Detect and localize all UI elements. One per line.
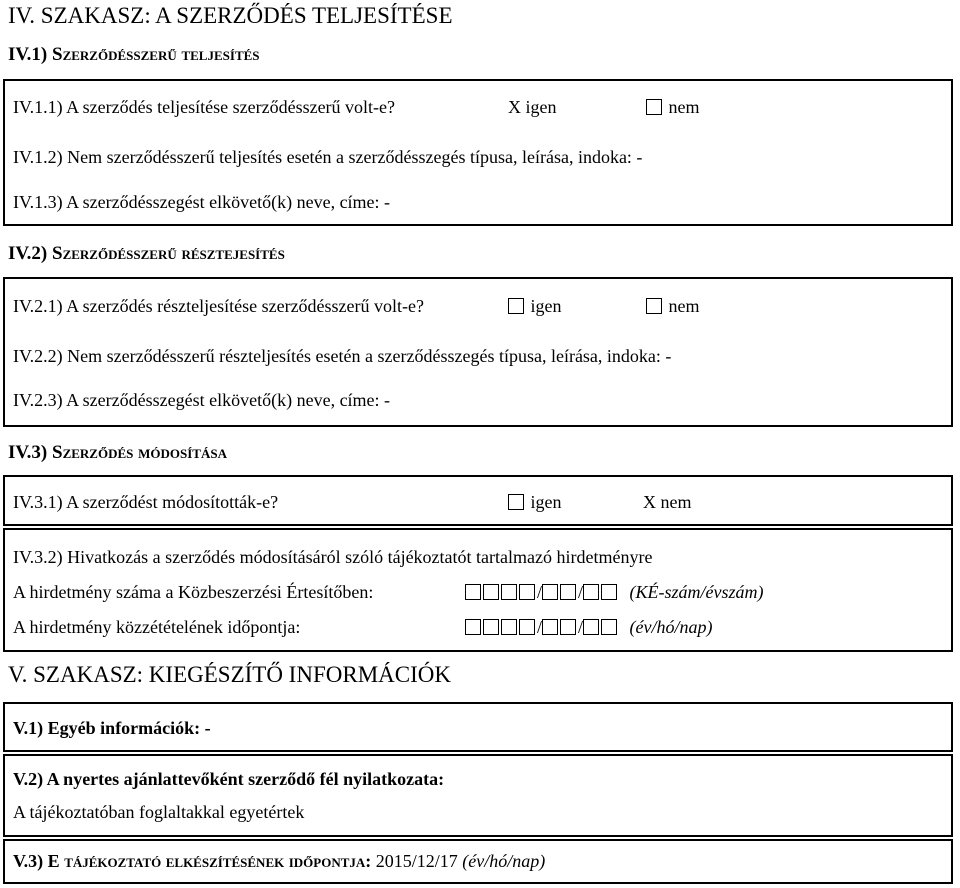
iv11-no-checkbox[interactable] (646, 99, 662, 115)
iv21-yes-checkbox[interactable] (508, 298, 524, 314)
iv12-question: IV.1.2) Nem szerződésszerű teljesítés esetén a szerződésszegés típusa, leírása, indoka: - (13, 147, 643, 167)
section-5-title: V. SZAKASZ: KIEGÉSZÍTŐ INFORMÁCIÓK (8, 662, 451, 687)
digit-box[interactable] (465, 619, 481, 635)
separator: / (537, 582, 543, 602)
iv2-box (3, 277, 953, 427)
iv31-box (3, 475, 953, 526)
digit-box[interactable] (601, 584, 617, 600)
notice-number-label: A hirdetmény száma a Közbeszerzési Értesítőben: (13, 582, 374, 602)
digit-box[interactable] (583, 584, 599, 600)
publication-date-input[interactable] (465, 617, 713, 638)
iv11-no-label: nem (668, 97, 700, 117)
v3-prefix: V.3) E (13, 851, 60, 871)
digit-box[interactable] (560, 619, 576, 635)
iv31-question: IV.3.1) A szerződést módosították-e? (13, 492, 279, 512)
iv11-yes-label: igen (525, 97, 557, 117)
iv3-number: IV.3) (8, 442, 48, 463)
iv21-yes-option[interactable] (508, 296, 562, 317)
digit-box[interactable] (560, 584, 576, 600)
digit-box[interactable] (601, 619, 617, 635)
v1-box (3, 702, 953, 752)
iv31-no-checkmark: X (643, 492, 656, 512)
iv11-no-option[interactable] (646, 97, 700, 118)
iv21-no-label: nem (668, 296, 700, 316)
iv1-box (3, 79, 953, 226)
digit-box[interactable] (483, 619, 499, 635)
digit-box[interactable] (542, 584, 558, 600)
iv13-question: IV.1.3) A szerződésszegést elkövető(k) neve, címe: - (13, 192, 391, 212)
iv3-heading (8, 442, 227, 464)
iv22-question: IV.2.2) Nem szerződésszerű részteljesítés esetén a szerződésszegés típusa, leírása, indoka: - (13, 346, 672, 366)
iv2-number: IV.2) (8, 243, 48, 264)
iv11-question (13, 97, 395, 118)
iv31-no-label: nem (660, 492, 692, 512)
v2-label: V.2) A nyertes ajánlattevőként szerződő fél nyilatkozata: (13, 769, 445, 789)
publication-date-label: A hirdetmény közzétételének időpontja: (13, 617, 301, 637)
iv31-yes-label: igen (530, 492, 562, 512)
publication-date-hint: (év/hó/nap) (629, 617, 713, 637)
iv11-yes-option[interactable] (508, 97, 557, 118)
v3-hint: (év/hó/nap) (462, 851, 546, 871)
v3-date: 2015/12/17 (375, 851, 458, 871)
iv11-label: IV.1.1) A szerződés teljesítése szerződésszerű volt-e? (13, 97, 396, 117)
digit-box[interactable] (583, 619, 599, 635)
iv32-box (3, 528, 953, 652)
iv23-question: IV.2.3) A szerződésszegést elkövető(k) neve, címe: - (13, 390, 391, 410)
separator: / (578, 582, 584, 602)
digit-box[interactable] (519, 584, 535, 600)
iv31-no-option[interactable] (643, 492, 692, 513)
iv1-title: Szerződésszerű teljesítés (52, 44, 260, 65)
v3-box (3, 839, 953, 884)
v2-box (3, 754, 953, 837)
v3-title: tájékoztató elkészítésének időpontja: (64, 851, 372, 871)
iv21-question: IV.2.1) A szerződés részteljesítése szerződésszerű volt-e? (13, 296, 425, 316)
notice-number-input[interactable] (465, 582, 764, 603)
iv31-yes-checkbox[interactable] (508, 494, 524, 510)
digit-box[interactable] (483, 584, 499, 600)
iv1-number: IV.1) (8, 44, 48, 65)
digit-box[interactable] (542, 619, 558, 635)
v2-statement: A tájékoztatóban foglaltakkal egyetértek (13, 802, 305, 822)
iv31-yes-option[interactable] (508, 492, 562, 513)
iv21-no-option[interactable] (646, 296, 700, 317)
iv11-yes-checkmark: X (508, 97, 521, 117)
separator: / (578, 617, 584, 637)
notice-number-hint: (KÉ-szám/évszám) (629, 582, 764, 602)
digit-box[interactable] (501, 619, 517, 635)
iv21-yes-label: igen (530, 296, 562, 316)
digit-box[interactable] (501, 584, 517, 600)
iv2-title: Szerződésszerű résztejesítés (52, 243, 285, 264)
v1-label: V.1) Egyéb információk: - (13, 718, 211, 738)
iv21-no-checkbox[interactable] (646, 298, 662, 314)
iv1-heading (8, 44, 260, 66)
separator: / (537, 617, 543, 637)
section-4-title: IV. SZAKASZ: A SZERZŐDÉS TELJESÍTÉSE (8, 3, 453, 28)
iv3-title: Szerződés módosítása (52, 442, 227, 463)
v3-line (13, 851, 545, 872)
digit-box[interactable] (519, 619, 535, 635)
digit-box[interactable] (465, 584, 481, 600)
iv32-question: IV.3.2) Hivatkozás a szerződés módosításáról szóló tájékoztatót tartalmazó hirdetményre (13, 547, 653, 567)
iv2-heading (8, 243, 285, 265)
